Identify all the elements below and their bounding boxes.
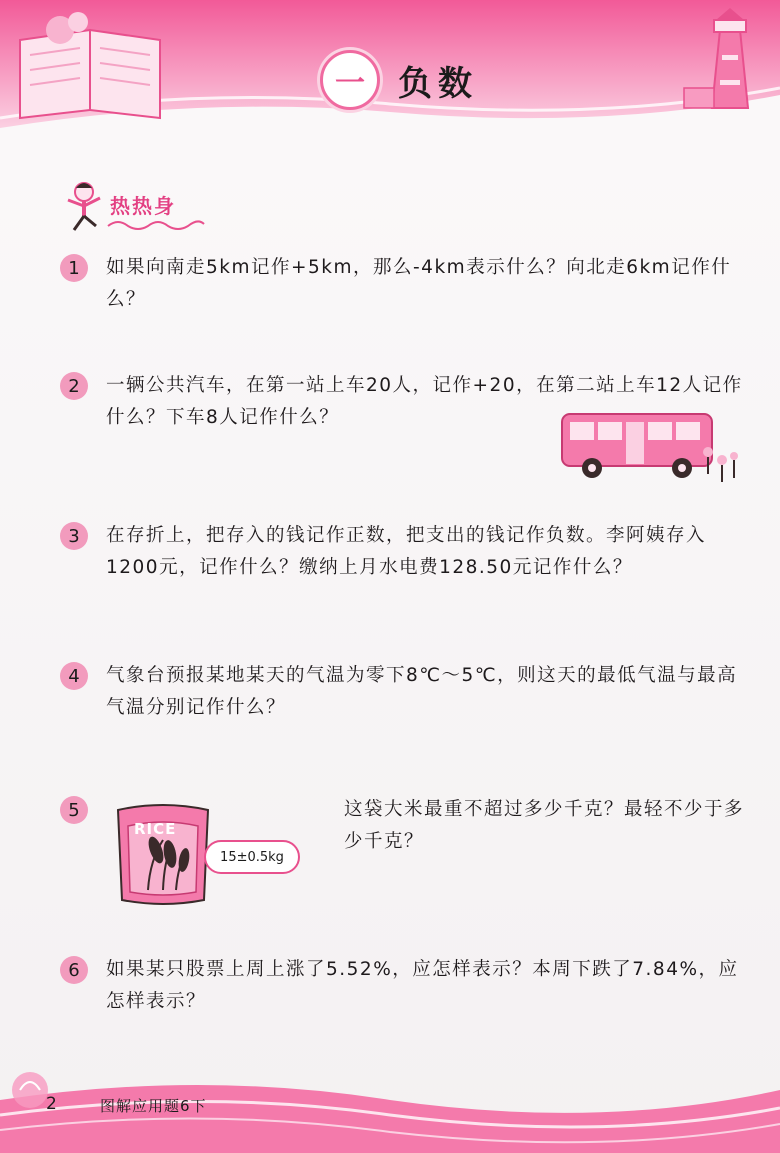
question-text: 一辆公共汽车，在第一站上车20人，记作+20，在第二站上车12人记作什么？下车8人记作什么？ [106,375,743,428]
section-title: 热热身 [110,194,176,218]
chapter-title: 负数 [398,63,478,104]
question-6 [60,956,750,1020]
question-4 [60,662,750,726]
book-title: 图解应用题6下 [100,1097,207,1115]
question-text: 在存折上，把存入的钱记作正数，把支出的钱记作负数。李阿姨存入1200元，记作什么？缴纳上月水电费128.50元记作什么？ [106,525,707,578]
bus-illustration [558,408,738,488]
question-number-badge: 1 [60,254,88,282]
weight-tag: 15±0.5kg [204,840,300,874]
page-number: 2 [46,1094,57,1114]
chapter-heading [320,50,478,110]
question-3 [60,522,750,586]
question-number-badge: 5 [60,796,88,824]
show-through-text [390,190,409,215]
question-text: 如果某只股票上周上涨了5.52%，应怎样表示？本周下跌了7.84%，应怎样表示？ [106,959,739,1012]
chapter-number-badge: 一 [320,50,380,110]
question-number-badge: 4 [60,662,88,690]
question-number-badge: 6 [60,956,88,984]
question-1 [60,254,750,318]
question-text: 气象台预报某地某天的气温为零下8℃～5℃，则这天的最低气温与最高气温分别记作什么？ [106,665,738,718]
rice-bag-illustration [108,800,218,910]
rice-bag-label: RICE [134,820,177,838]
question-text: 如果向南走5km记作+5km，那么-4km表示什么？向北走6km记作什么？ [106,257,732,310]
wave-underline [106,218,206,232]
section-heading [58,178,218,238]
question-text: 这袋大米最重不超过多少千克？最轻不少于多少千克？ [344,799,745,852]
question-number-badge: 2 [60,372,88,400]
question-number-badge: 3 [60,522,88,550]
